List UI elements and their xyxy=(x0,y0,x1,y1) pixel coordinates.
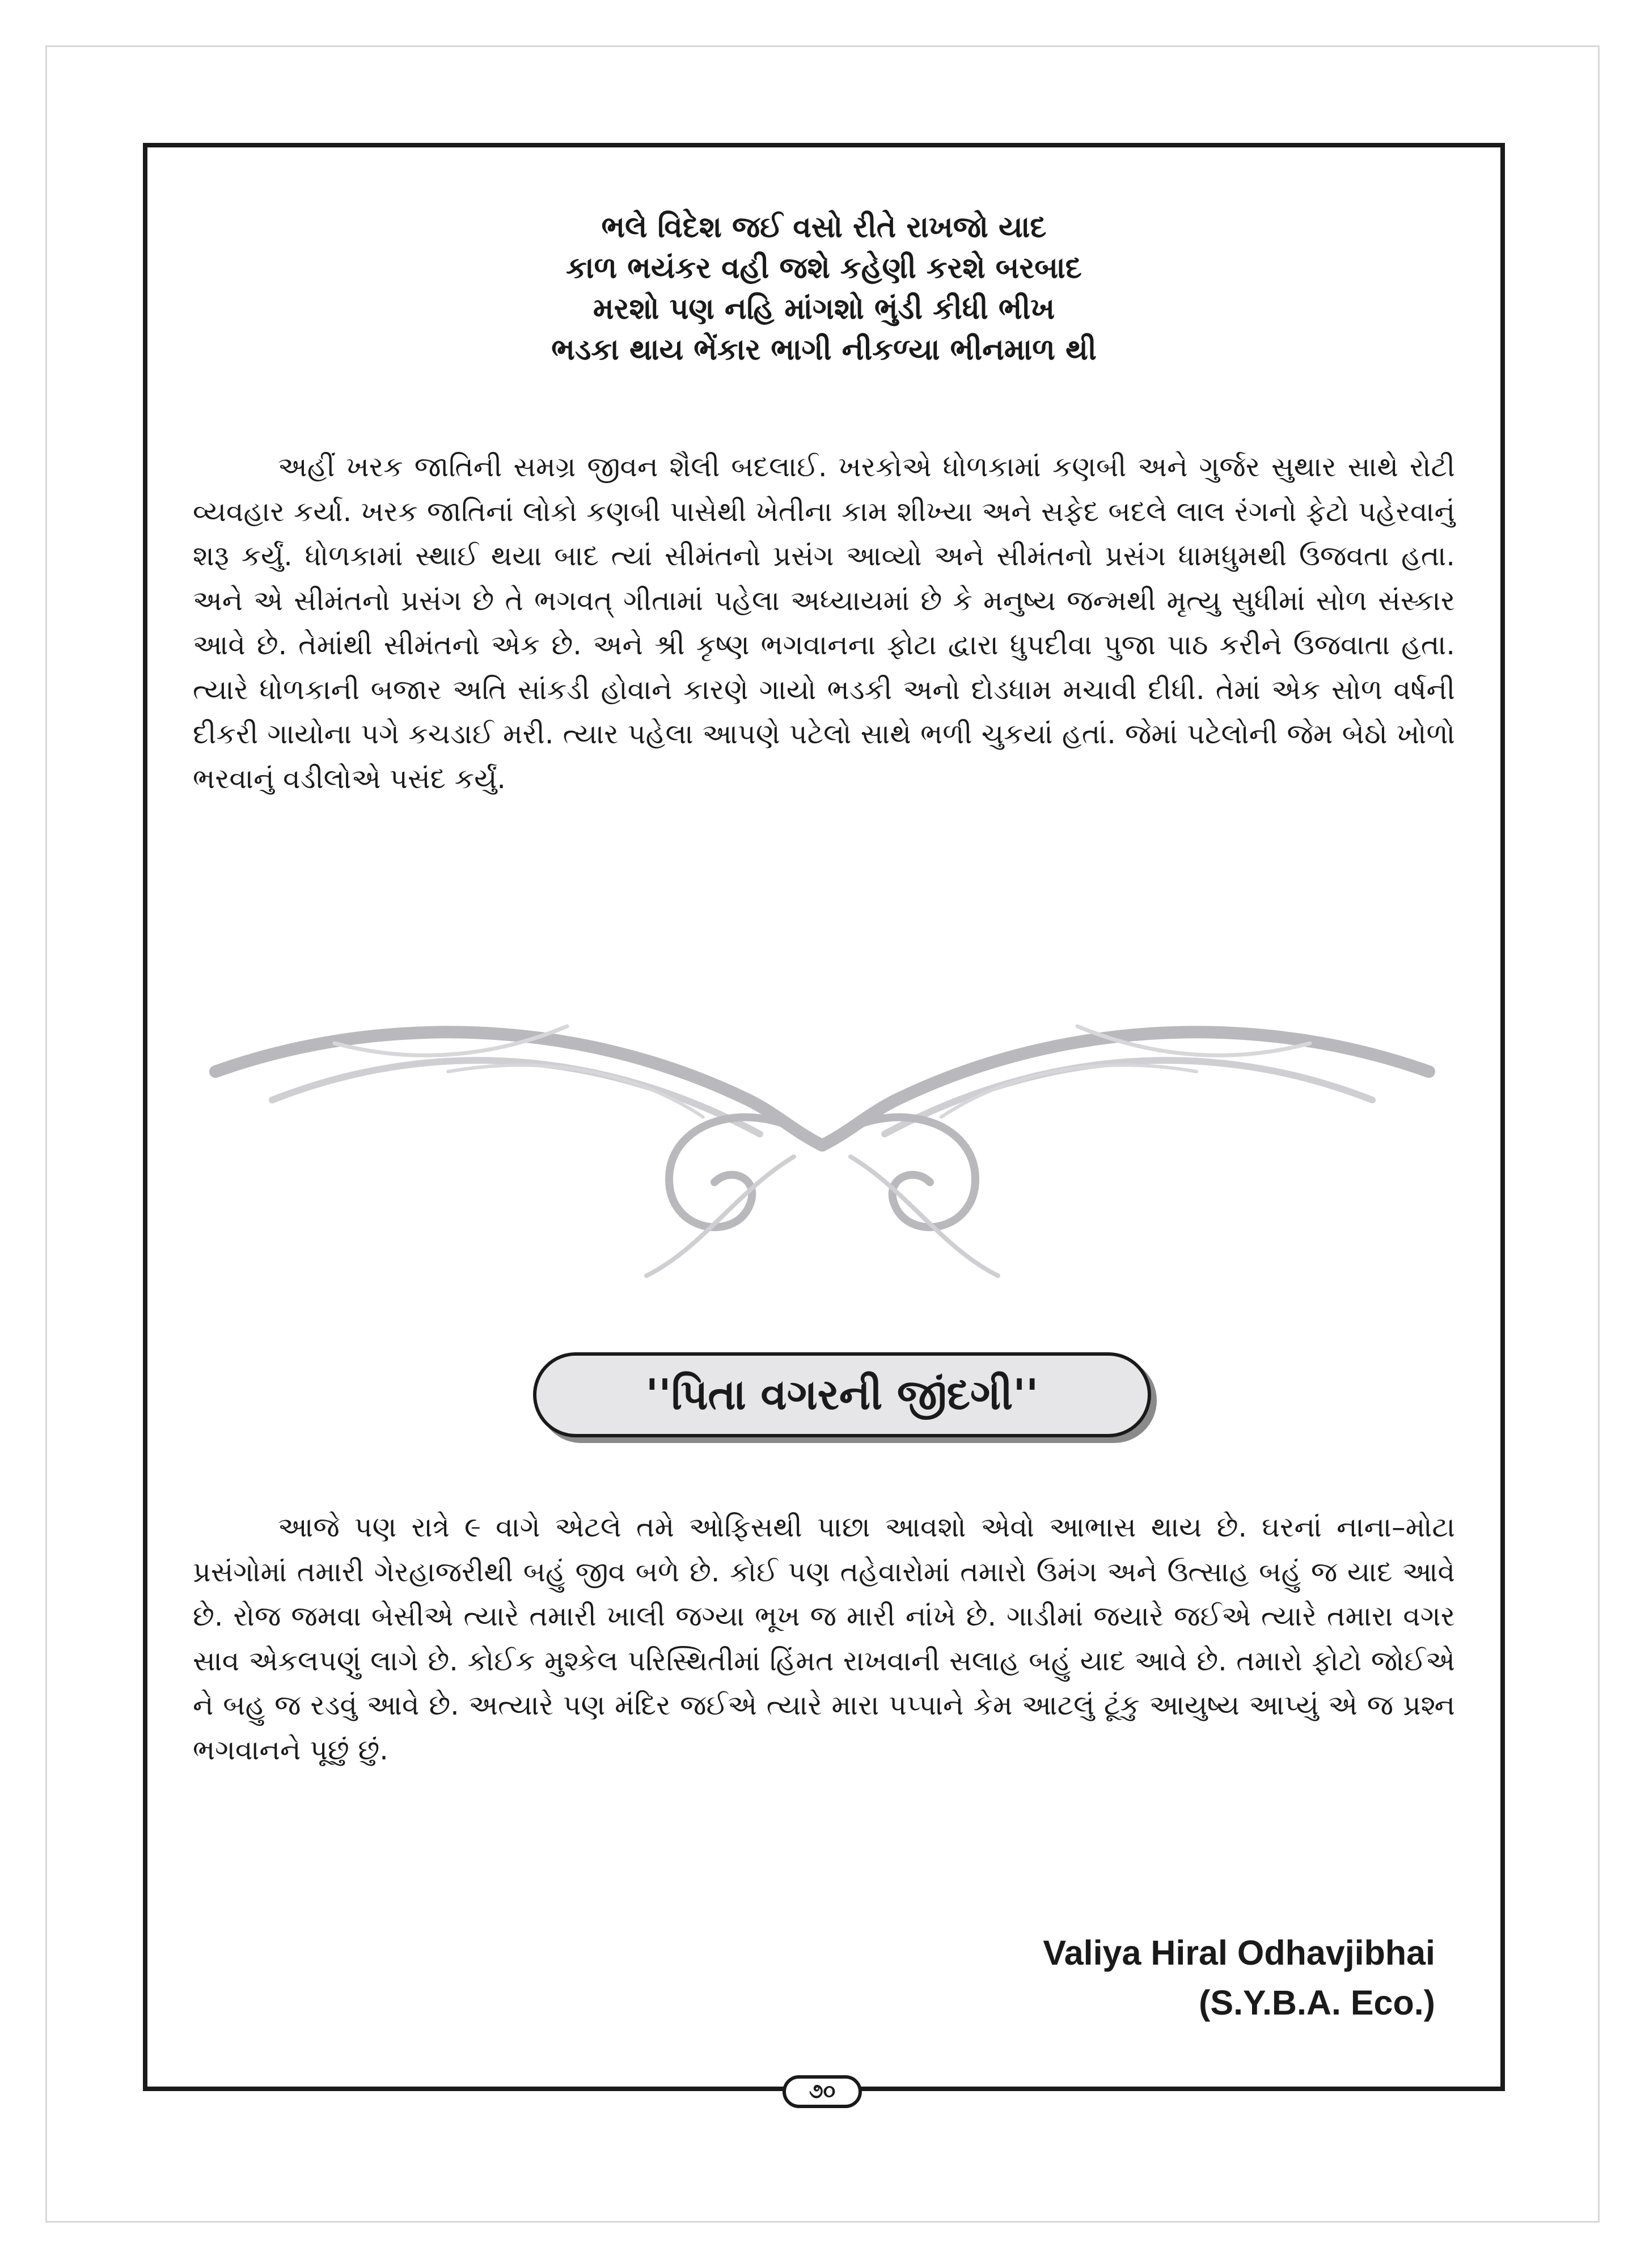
author-block xyxy=(1043,1928,1435,2028)
author-class: (S.Y.B.A. Eco.) xyxy=(1199,1983,1435,2022)
paragraph-life-without-father: આજે પણ રાત્રે ૯ વાગે એટલે તમે ઓફિસથી પાછા આવશો એવો આભાસ થાય છે. ઘરનાં નાના–મોટા પ્રસંગોમાં તમારી ગેરહાજરીથી બહું જીવ બળે છે. કોઈ પણ તહેવારોમાં તમારો ઉમંગ અને ઉત્સાહ બહું જ યાદ આવે છે. રોજ જમવા બેસીએ ત્યારે તમારી ખાલી જગ્યા ભૂખ જ મારી નાંખે છે. ગાડીમાં જયારે જઈએ ત્યારે તમારા વગર સાવ એકલપણું લાગે છે. કોઈક મુશ્કેલ પરિસ્થિતીમાં હિંમત રાખવાની સલાહ બહું યાદ આવે છે. તમારો ફોટો જોઈએ ને બહુ જ રડવું આવે છે. અત્યારે પણ મંદિર જઈએ ત્યારે મારા પપ્પાને કેમ આટલું ટૂંકુ આયુષ્ય આપ્યું એ જ પ્રશ્ન ભગવાનને પૂછું છું. xyxy=(193,1511,1455,1766)
section-title-badge xyxy=(533,1352,1151,1437)
poem-line: ભલે વિદેશ જઈ વસો રીતે રાખજો યાદ xyxy=(601,210,1047,244)
poem-line: ભડકા થાય ભેંકાર ભાગી નીકળ્યા ભીનમાળ થી xyxy=(551,333,1097,367)
poem xyxy=(143,207,1505,370)
page-number: ૭૦ xyxy=(783,2075,862,2108)
poem-line: કાળ ભયંકર વહી જશે કહેણી કરશે બરબાદ xyxy=(566,251,1082,285)
paragraph-history: અહીં ખરક જાતિની સમગ્ર જીવન શૈલી બદલાઈ. ખરકોએ ધોળકામાં કણબી અને ગુર્જર સુથાર સાથે રોટી વ્યવહાર કર્યા. ખરક જાતિનાં લોકો કણબી પાસેથી ખેતીના કામ શીખ્યા અને સફેદ બદલે લાલ રંગનો ફેટો પહેરવાનું શરૂ કર્યું. ધોળકામાં સ્થાઈ થયા બાદ ત્યાં સીમંતનો પ્રસંગ આવ્યો અને સીમંતનો પ્રસંગ ધામધુમથી ઉજવતા હતા. અને એ સીમંતનો પ્રસંગ છે તે ભગવત્ ગીતામાં પહેલા અધ્યાયમાં છે કે મનુષ્ય જન્મથી મૃત્યુ સુધીમાં સોળ સંસ્કાર આવે છે. તેમાંથી સીમંતનો એક છે. અને શ્રી કૃષ્ણ ભગવાનના ફોટા દ્વારા ધુપદીવા પુજા પાઠ કરીને ઉજવાતા હતા. ત્યારે ધોળકાની બજાર અતિ સાંકડી હોવાને કારણે ગાયો ભડકી અનો દોડધામ મચાવી દીધી. તેમાં એક સોળ વર્ષની દીકરી ગાયોના પગે કચડાઈ મરી. ત્યાર પહેલા આપણે પટેલો સાથે ભળી ચુકયાં હતાં. જેમાં પટેલોની જેમ બેઠો ખોળો ભરવાનું વડીલોએ પસંદ કર્યું. xyxy=(193,451,1455,795)
author-name: Valiya Hiral Odhavjibhai xyxy=(1043,1933,1435,1972)
decorative-flourish xyxy=(204,1004,1440,1287)
poem-line: મરશો પણ નહિ માંગશો ભુંડી કીધી ભીખ xyxy=(593,292,1055,326)
section-title: ''પિતા વગરની જીંદગી'' xyxy=(645,1370,1039,1419)
